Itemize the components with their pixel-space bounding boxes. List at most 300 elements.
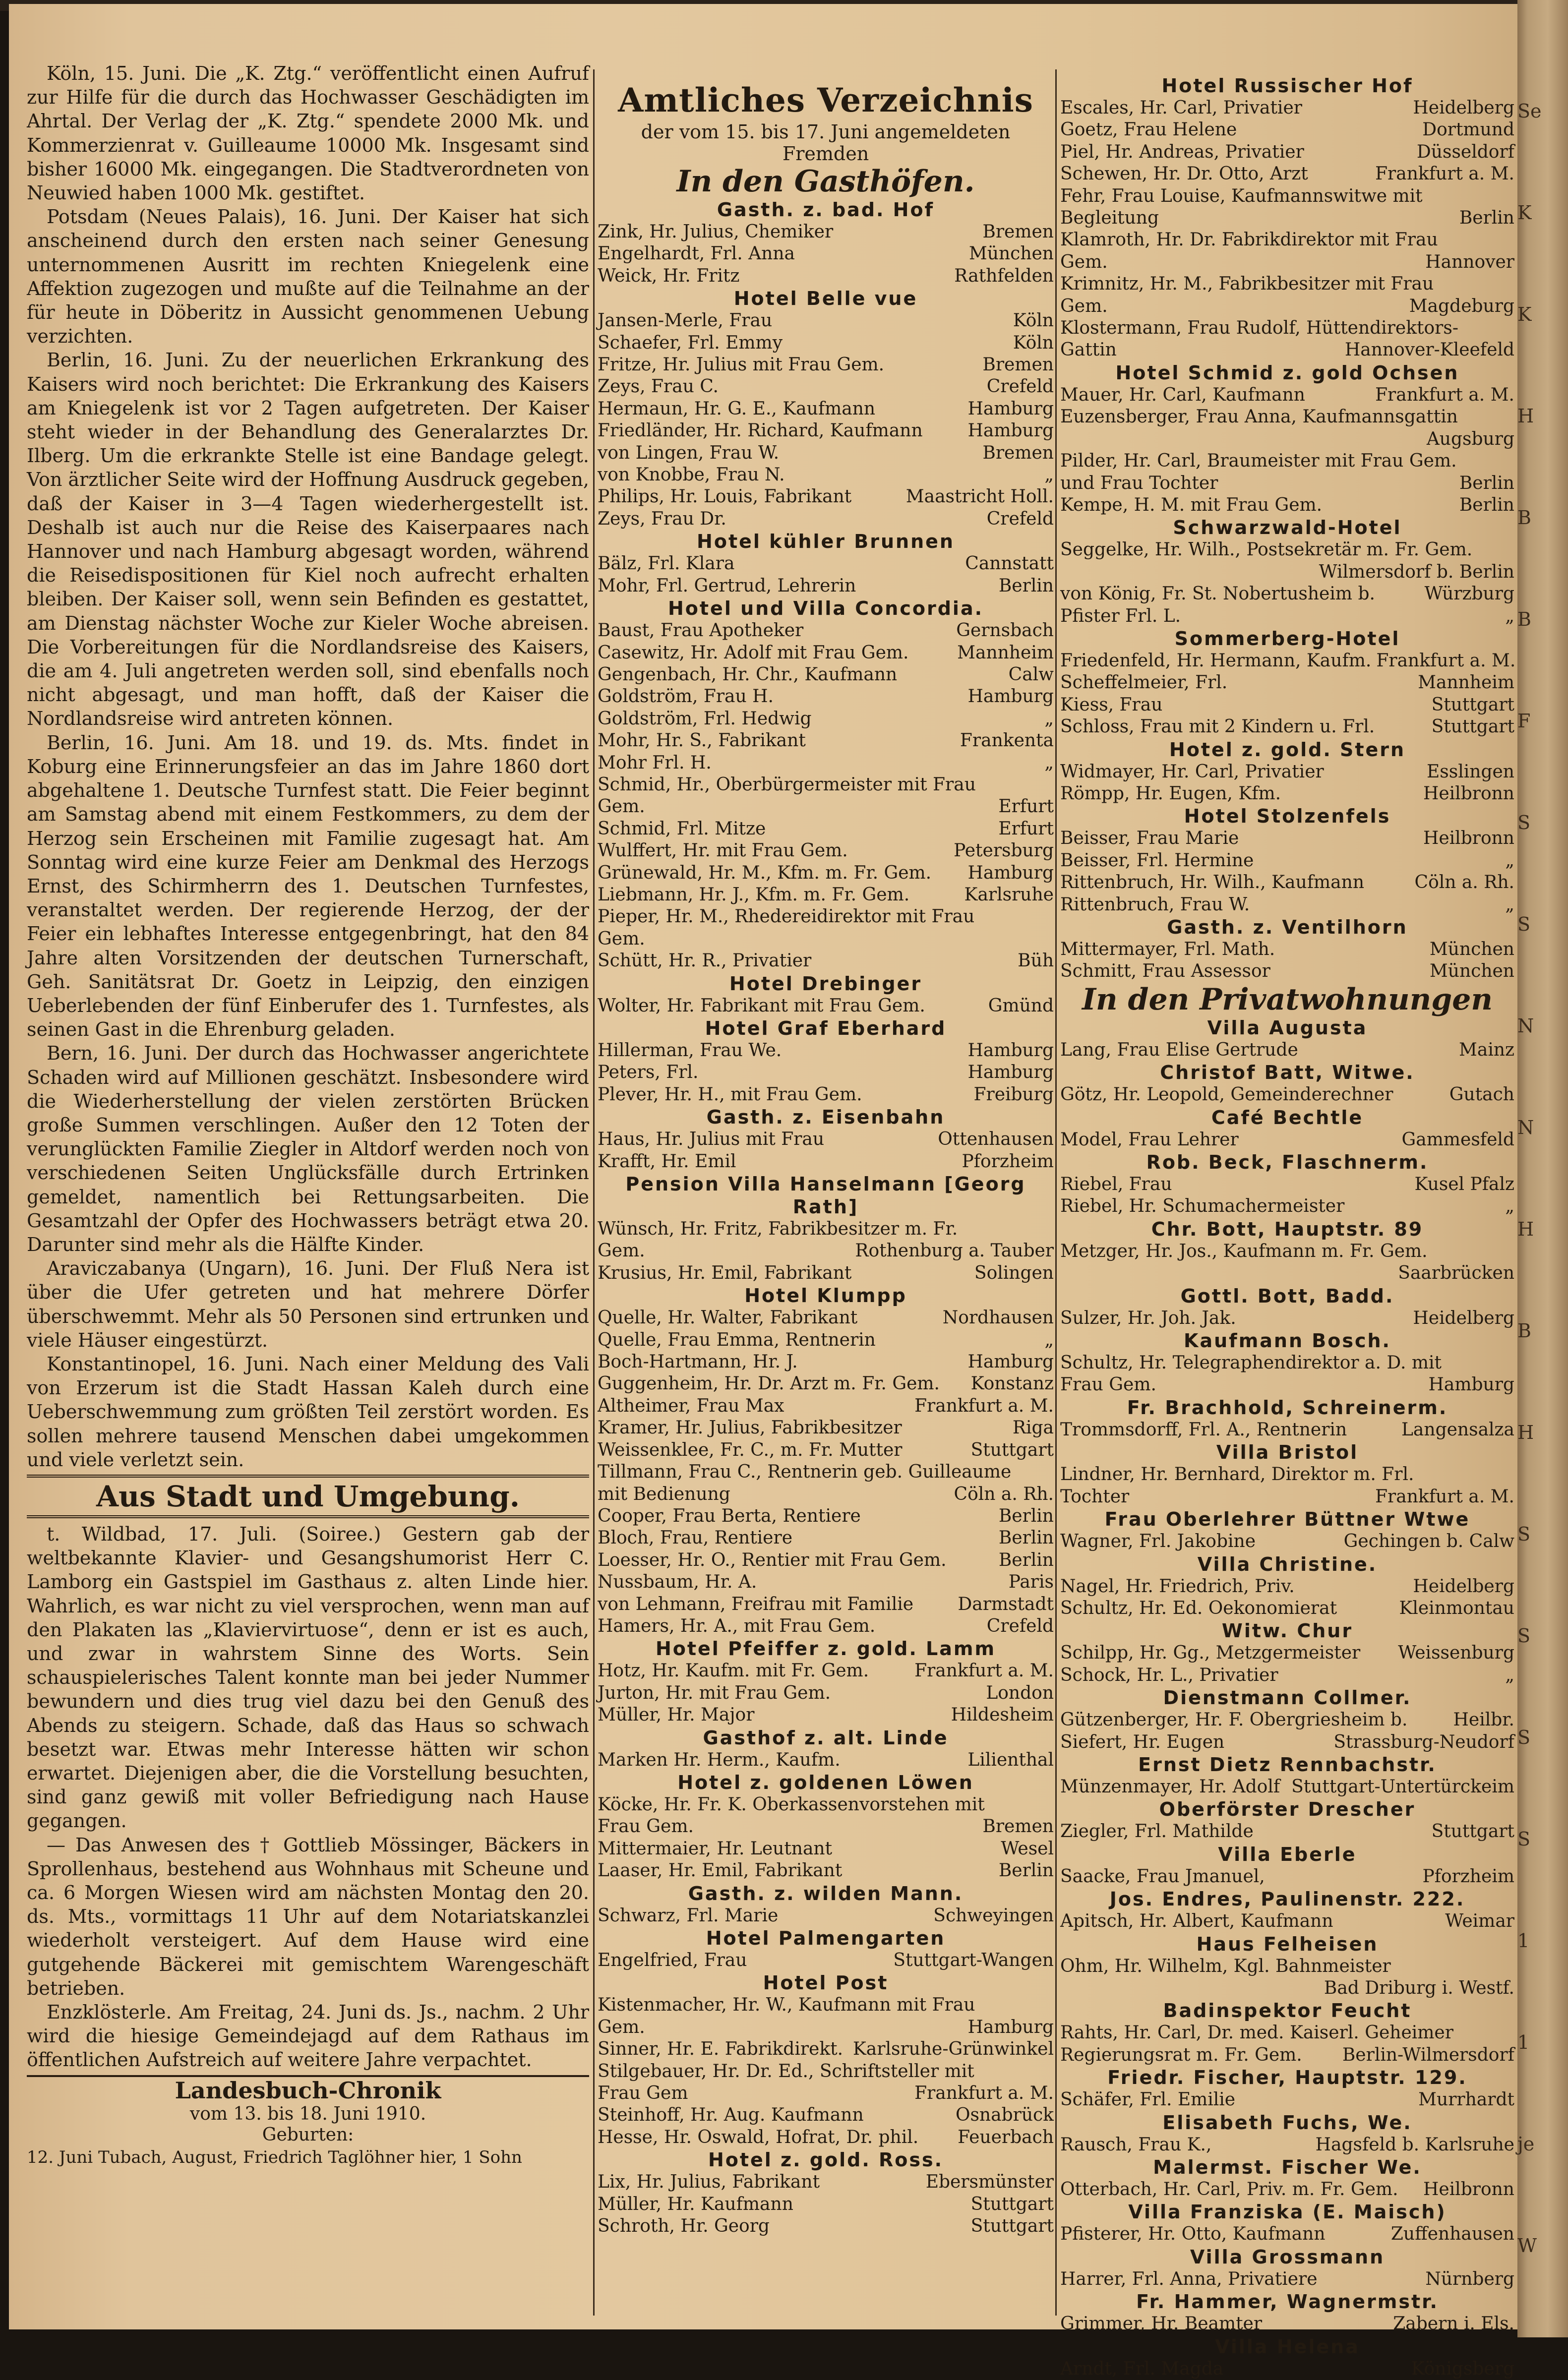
guest-name: Nussbaum, Hr. A. — [598, 1572, 757, 1593]
guest-origin: Stuttgart — [1431, 1821, 1514, 1842]
lodging-heading: Malermst. Fischer We. — [1153, 2156, 1422, 2178]
lodging-heading: Hotel Palmengarten — [706, 1927, 946, 1949]
guest-name: Ohm, Hr. Wilhelm, Kgl. Bahnmeister — [1060, 1956, 1391, 1976]
guest-origin: Frankfurt a. M. — [1375, 1486, 1514, 1507]
guest-entry — [1060, 339, 1514, 361]
section-hotels: In den Gasthöfen. — [676, 164, 975, 199]
guest-entry — [598, 1240, 1054, 1262]
guest-entry — [1060, 761, 1514, 783]
guest-entry — [598, 1704, 1054, 1726]
guest-entry — [598, 1439, 1054, 1461]
guest-origin — [1049, 928, 1054, 950]
lodging-heading: Villa Eberle — [1218, 1843, 1357, 1865]
guest-name: Schultz, Hr. Ed. Oekonomierat — [1060, 1598, 1337, 1618]
lodging-heading: Hotel Schmid z. gold Ochsen — [1115, 361, 1459, 384]
lodging-heading: Hotel Stolzenfels — [1184, 805, 1391, 828]
guest-origin: Hannover — [1425, 251, 1514, 272]
guest-entry — [1060, 1308, 1514, 1329]
guest-name: Krimnitz, Hr. M., Fabrikbesitzer mit Frau — [1060, 274, 1434, 295]
guest-name: von Lingen, Frau W. — [598, 442, 780, 463]
edge-fragment: N — [1517, 1117, 1534, 1138]
guest-name: Guggenheim, Hr. Dr. Arzt m. Fr. Gem. — [598, 1373, 940, 1394]
guest-entry — [1060, 1642, 1514, 1664]
guest-entry — [598, 486, 1054, 508]
guest-origin — [1049, 1794, 1054, 1816]
news-paragraph: t. Wildbad, 17. Juli. (Soiree.) Gestern gab der weltbekannte Klavier- und Gesangshumorist Herr C. Lamborg ein Gastspiel im Gasthaus z. alten Linde hier. Wahrlich, es war nicht zu viel versprochen, wenn man auf den Plakaten las „Klaviervirtuose“, denn er ist es auch, und zwar in wahrstem Sinne des Worts. Sein schauspielerisches Talent konnte man bei jeder Nummer bewundern und dies trug viel dazu bei den Genuß des Abends zu steigern. Schade, daß das Haus so schwach besetzt war. Etwas mehr Interesse hätten wir schon erwartet. Diejenigen aber, die die Vorstellung besuchten, sind ganz gewiß mit voller Befriedigung nach Hause gegangen. — [27, 1523, 589, 1832]
guest-name: Gem. — [598, 928, 645, 949]
lodging-heading: Hotel kühler Brunnen — [697, 531, 955, 553]
edge-fragment: S — [1517, 812, 1531, 833]
lodging-heading: Villa Franziska (E. Maisch) — [1128, 2201, 1447, 2223]
guest-name: Goldström, Frl. Hedwig — [598, 708, 812, 729]
guest-origin: „ — [1505, 894, 1514, 915]
guest-name: Münzenmayer, Hr. Adolf — [1060, 1776, 1280, 1797]
chronicle-entry: 12. Juni Tubach, August, Friedrich Taglöhner hier, 1 Sohn — [27, 2147, 522, 2167]
guest-origin: Dortmund — [1422, 119, 1514, 140]
guest-origin — [1049, 1461, 1054, 1483]
guest-name: Mohr, Hr. S., Fabrikant — [598, 730, 806, 751]
guest-entry — [1060, 450, 1514, 472]
guest-entry — [598, 1307, 1054, 1329]
guest-name: Schewen, Hr. Dr. Otto, Arzt — [1060, 164, 1308, 184]
guest-name: Marken Hr. Herm., Kaufm. — [598, 1749, 841, 1770]
guest-entry — [1060, 1531, 1514, 1552]
guest-name: Liebmann, Hr. J., Kfm. m. Fr. Gem. — [598, 884, 910, 905]
edge-fragment: H — [1517, 405, 1534, 427]
guest-origin: Maastricht Holl. — [905, 486, 1054, 507]
lodging-heading: Elisabeth Fuchs, We. — [1162, 2111, 1412, 2134]
guest-origin: Bad Driburg i. Westf. — [1324, 1977, 1514, 1998]
news-paragraph: Bern, 16. Juni. Der durch das Hochwasser angerichtete Schaden wird auf Millionen geschätzt. Insbesondere wird die Wiederherstellung der vielen zerstörten Brücken große Summen verschlingen. Außer den 12 Toten der verunglückten Familie Ziegler in Altdorf werden noch von verschiedenen Seiten Unglücksfälle durch Ertrinken gemeldet, namentlich bei Rettungsarbeiten. Die Gesamtzahl der Opfer des Hochwassers beträgt etwa 20. Darunter sind mehr als die Hälfte Kinder. — [27, 1042, 589, 1255]
guest-name: Schwarz, Frl. Marie — [598, 1905, 779, 1926]
guest-origin: Gechingen b. Calw — [1343, 1531, 1514, 1552]
guest-name: von Lehmann, Freifrau mit Familie — [598, 1594, 914, 1614]
guest-name: Loesser, Hr. O., Rentier mit Frau Gem. — [598, 1549, 947, 1570]
guest-origin: Köln — [1013, 310, 1054, 331]
guest-entry — [1060, 406, 1514, 428]
guest-origin: „ — [1044, 465, 1054, 485]
news-paragraph: Konstantinopel, 16. Juni. Nach einer Meldung des Vali von Erzerum ist die Stadt Hassan Kaleh durch eine Ueberschwemmung zum größten Teil zerstört worden. Es sollen mehrere tausend Menschen dabei umgekommen und viele verletzt sein. — [27, 1353, 589, 1471]
guest-origin: Stuttgart — [970, 2194, 1054, 2214]
guest-entry — [598, 1062, 1054, 1083]
guest-entry — [1060, 1039, 1514, 1061]
guest-entry — [598, 620, 1054, 642]
guest-origin: Hamburg — [967, 686, 1054, 707]
guest-name: Peters, Frl. — [598, 1062, 699, 1083]
guest-entry — [598, 884, 1054, 906]
guest-origin: Paris — [1008, 1572, 1054, 1593]
lodging-heading: Schwarzwald-Hotel — [1173, 517, 1402, 539]
guest-name: Ziegler, Frl. Mathilde — [1060, 1821, 1254, 1842]
guest-name: Schilpp, Hr. Gg., Metzgermeister — [1060, 1643, 1361, 1664]
guest-entry — [1060, 1731, 1514, 1753]
guest-name: Gattin — [1060, 340, 1117, 360]
guest-entry — [598, 995, 1054, 1017]
guest-origin: Petersburg — [954, 840, 1054, 861]
lodging-heading: Villa Christine. — [1197, 1553, 1378, 1575]
guest-name: Piel, Hr. Andreas, Privatier — [1060, 141, 1304, 162]
guest-origin: Stuttgart-Wangen — [893, 1950, 1054, 1970]
guest-name: Haus, Hr. Julius mit Frau — [598, 1129, 825, 1150]
guest-origin: Heidelberg — [1413, 98, 1514, 118]
lodging-heading: Dienstmann Collmer. — [1163, 1687, 1412, 1709]
guest-origin: Hagsfeld b. Karlsruhe — [1315, 2134, 1514, 2155]
guest-name: von Knobbe, Frau N. — [598, 465, 785, 485]
guest-entry — [1060, 1084, 1514, 1106]
news-paragraphs — [27, 61, 589, 1472]
guest-entry — [598, 442, 1054, 464]
guest-entry — [598, 265, 1054, 287]
guest-name: Altheimer, Frau Max — [598, 1395, 784, 1416]
guest-entry — [598, 1682, 1054, 1704]
guest-name: Schroth, Hr. Georg — [598, 2216, 770, 2237]
guest-name: Schultz, Hr. Telegraphendirektor a. D. mit — [1060, 1353, 1442, 1373]
guest-entry — [1060, 317, 1514, 339]
guest-origin: Frankfurt a. M. — [914, 1395, 1054, 1416]
guest-origin: Feuerbach — [958, 2127, 1054, 2147]
guest-entry — [1060, 2358, 1514, 2380]
guest-name: Casewitz, Hr. Adolf mit Frau Gem. — [598, 642, 909, 663]
column-rule-1 — [593, 69, 595, 2316]
guest-entry — [598, 1994, 1054, 2016]
guest-entry — [598, 464, 1054, 486]
guest-entry — [1060, 185, 1514, 207]
guest-entry — [1060, 207, 1514, 229]
guest-origin: London — [986, 1682, 1054, 1703]
guest-entry — [1060, 2022, 1514, 2044]
guest-entry — [598, 906, 1054, 928]
guest-entry — [598, 1905, 1054, 1927]
guest-origin — [1509, 1956, 1514, 1977]
guest-entry — [598, 221, 1054, 243]
guest-entry — [1060, 1598, 1514, 1619]
guest-entry — [598, 508, 1054, 530]
chronicle-births: Geburten: — [262, 2124, 354, 2145]
guest-name: Gem. — [598, 2017, 645, 2037]
guest-name: Jansen-Merle, Frau — [598, 310, 773, 331]
guest-entry — [1060, 1665, 1514, 1686]
guest-entry — [598, 664, 1054, 686]
guest-entry — [1060, 2179, 1514, 2201]
guest-name: mit Bedienung — [598, 1484, 730, 1504]
guest-name: Pfisterer, Hr. Otto, Kaufmann — [1060, 2224, 1326, 2245]
guest-origin: Stuttgart-Untertürckeim — [1291, 1776, 1514, 1797]
guest-entry — [598, 1151, 1054, 1173]
lodging-heading: Badinspektor Feucht — [1163, 2000, 1412, 2022]
edge-fragment: S — [1517, 1523, 1531, 1545]
guest-entry — [1060, 1776, 1514, 1798]
guest-name: Rahts, Hr. Carl, Dr. med. Kaiserl. Geheimer — [1060, 2023, 1453, 2043]
guest-list-column-2 — [598, 79, 1054, 2237]
guest-entry — [598, 1262, 1054, 1284]
guest-name: Friedenfeld, Hr. Hermann, Kaufm. — [1060, 650, 1372, 671]
guest-entry — [598, 862, 1054, 884]
guest-origin: Frankfurt a. M. — [914, 1661, 1054, 1681]
guest-name: Mauer, Hr. Carl, Kaufmann — [1060, 384, 1305, 405]
guest-origin: Solingen — [974, 1262, 1054, 1283]
guest-origin: Murrhardt — [1418, 2089, 1514, 2110]
guest-entry — [598, 1505, 1054, 1527]
guest-origin: Strassburg-Neudorf — [1333, 1731, 1514, 1752]
guest-entry — [598, 730, 1054, 752]
guest-name: Klamroth, Hr. Dr. Fabrikdirektor mit Frau — [1060, 230, 1438, 250]
guest-entry — [598, 950, 1054, 972]
guest-name: Tillmann, Frau C., Rentnerin geb. Guilleaume — [598, 1462, 1012, 1483]
guest-origin: Hamburg — [967, 1062, 1054, 1083]
edge-fragment: H — [1517, 1422, 1534, 1443]
edge-fragment: N — [1517, 1015, 1534, 1037]
guest-entry — [598, 1218, 1054, 1240]
guest-entry — [1060, 251, 1514, 273]
guest-name: Steinhoff, Hr. Aug. Kaufmann — [598, 2105, 864, 2126]
guest-origin — [1049, 906, 1054, 928]
lodging-heading: Villa Augusta — [1207, 1016, 1368, 1039]
guest-entry — [598, 1571, 1054, 1593]
guest-name: Otterbach, Hr. Carl, Priv. m. Fr. Gem. — [1060, 2179, 1398, 2200]
guest-name: Saacke, Frau Jmanuel, — [1060, 1866, 1265, 1887]
guest-name: Goetz, Frau Helene — [1060, 119, 1237, 140]
guest-entry — [598, 575, 1054, 597]
guest-entry — [598, 332, 1054, 354]
lodging-heading: Hotel Post — [763, 1972, 889, 1994]
guest-name: Stilgebauer, Hr. Dr. Ed., Schriftsteller mit — [598, 2061, 974, 2082]
lodging-heading: Hotel Drebinger — [729, 972, 922, 995]
edge-fragment: S — [1517, 1828, 1531, 1850]
guest-origin: Darmstadt — [958, 1594, 1054, 1614]
guest-entry — [1060, 872, 1514, 893]
guest-origin: Ebersmünster — [925, 2172, 1054, 2193]
guest-entry — [598, 1816, 1054, 1838]
guest-origin: Crefeld — [986, 508, 1054, 529]
guest-origin: Hamburg — [967, 1040, 1054, 1061]
chronicle-title: Landesbuch-Chronik — [27, 2075, 589, 2104]
guest-entry — [598, 1373, 1054, 1395]
guest-name: Bloch, Frau, Rentiere — [598, 1528, 792, 1548]
guest-entry — [598, 1527, 1054, 1549]
guest-entry — [1060, 1419, 1514, 1441]
guest-name: Wulffert, Hr. mit Frau Gem. — [598, 840, 848, 861]
lodging-heading: Hotel Russischer Hof — [1161, 75, 1413, 97]
guest-name: Arndt, Frl. Magda — [1060, 2358, 1224, 2379]
guest-entry — [1060, 539, 1514, 561]
lodging-heading: Rob. Beck, Flaschnerm. — [1146, 1151, 1429, 1174]
guest-name: Baust, Frau Apotheker — [598, 620, 804, 641]
guest-name: Hamers, Hr. A., mit Frau Gem. — [598, 1615, 876, 1636]
lodging-heading: Sommerberg-Hotel — [1174, 627, 1400, 650]
guest-entry — [1060, 141, 1514, 163]
news-paragraph: Araviczabanya (Ungarn), 16. Juni. Der Fluß Nera ist über die Ufer getreten und hat mehrere Dörfer überschwemmt. Mehr als 50 Personen sind ertrunken und viele Häuser eingestürzt. — [27, 1257, 589, 1351]
lodging-heading: Hotel Pfeiffer z. gold. Lamm — [655, 1638, 996, 1660]
page-subtitle: der vom 15. bis 17. Juni angemeldeten Fremden — [641, 121, 1011, 165]
guest-name: Krusius, Hr. Emil, Fabrikant — [598, 1262, 852, 1283]
guest-entry — [1060, 2134, 1514, 2156]
guest-entry — [1060, 428, 1514, 450]
guest-origin: Gernsbach — [956, 620, 1054, 641]
guest-name: Hotz, Hr. Kaufm. mit Fr. Gem. — [598, 1661, 869, 1681]
guest-name: Fehr, Frau Louise, Kaufmannswitwe mit — [1060, 185, 1423, 206]
guest-entry — [1060, 1866, 1514, 1888]
guest-origin — [1049, 1994, 1054, 2016]
guest-origin — [1509, 229, 1514, 251]
guest-name: Wagner, Frl. Jakobine — [1060, 1531, 1256, 1552]
guest-origin: Rathfelden — [954, 265, 1054, 286]
lodging-heading: Kaufmann Bosch. — [1184, 1330, 1391, 1352]
guest-name: Krafft, Hr. Emil — [598, 1151, 736, 1172]
guest-origin: Hildesheim — [951, 1705, 1054, 1726]
guest-name: Schock, Hr. L., Privatier — [1060, 1665, 1278, 1685]
guest-origin: Berlin — [998, 1860, 1054, 1881]
guest-entry — [598, 1749, 1054, 1771]
guest-origin: Kleinmontau — [1399, 1598, 1514, 1618]
guest-origin: Stuttgart — [1431, 716, 1514, 737]
guest-entry — [1060, 1977, 1514, 1999]
guest-entry — [1060, 1129, 1514, 1151]
guest-list-3 — [1060, 74, 1514, 2380]
lodging-heading: Villa Bristol — [1216, 1441, 1359, 1464]
guest-entry — [598, 420, 1054, 442]
guest-origin: Pforzheim — [1422, 1866, 1514, 1887]
guest-entry — [1060, 2313, 1514, 2335]
lodging-heading: Gasth. z. wilden Mann. — [688, 1882, 964, 1904]
section-private: In den Privatwohnungen — [1082, 982, 1493, 1017]
lodging-heading: Gottl. Bott, Badd. — [1180, 1285, 1394, 1307]
guest-entry — [1060, 1374, 1514, 1396]
guest-origin: Zuffenhausen — [1390, 2224, 1514, 2245]
lodging-heading: Gasth. z. bad. Hof — [717, 199, 935, 221]
guest-name: Jurton, Hr. mit Frau Gem. — [598, 1682, 831, 1703]
guest-entry — [598, 928, 1054, 950]
guest-origin: Heilbronn — [1423, 2179, 1514, 2200]
guest-origin: Berlin — [1459, 208, 1514, 229]
guest-origin — [1509, 539, 1514, 561]
guest-entry — [598, 642, 1054, 664]
guest-origin: Heilbr. — [1453, 1710, 1514, 1730]
lodging-heading: Pension Villa Hanselmann [Georg Rath] — [625, 1173, 1026, 1218]
guest-entry — [598, 376, 1054, 398]
guest-name: Sinner, Hr. E. Fabrikdirekt. — [598, 2039, 844, 2060]
guest-origin: Karlsruhe-Grünwinkel — [852, 2039, 1054, 2060]
guest-origin: Berlin — [998, 1549, 1054, 1570]
lodging-heading: Hotel z. goldenen Löwen — [677, 1771, 974, 1793]
guest-origin: Stuttgart — [970, 2216, 1054, 2237]
guest-origin: Bremen — [982, 1816, 1054, 1837]
guest-name: Lindner, Hr. Bernhard, Direktor m. Frl. — [1060, 1464, 1414, 1485]
guest-name: Müller, Hr. Major — [598, 1705, 755, 1726]
guest-name: Schmitt, Frau Assessor — [1060, 961, 1270, 982]
guest-origin — [1049, 2061, 1054, 2082]
guest-entry — [1060, 1486, 1514, 1508]
guest-origin: Frankfurt a. M. — [1376, 650, 1516, 671]
guest-origin: Langensalza — [1401, 1419, 1514, 1440]
guest-name: Schmid, Frl. Mitze — [598, 818, 766, 839]
guest-origin: Hannover-Kleefeld — [1344, 340, 1514, 360]
guest-name: Laaser, Hr. Emil, Fabrikant — [598, 1860, 843, 1881]
news-paragraph: Berlin, 16. Juni. Zu der neuerlichen Erkrankung des Kaisers wird noch berichtet: Die Erkrankung des Kaisers am Kniegelenk ist vor 2 Tagen aufgetreten. Der Kaiser steht wieder in der Behandlung des Generalarztes Dr. Ilberg. Um die erkrankte Stelle ist eine Bandage gelegt. Von ärztlicher Seite wird der Hoffnung Ausdruck gegeben, daß der Kaiser in 3—4 Tagen wiederhergestellt ist. Deshalb ist auch nur die Reise des Kaiserpaares nach Hannover und nach Hamburg abgesagt worden, während die Reisedispositionen für Kiel noch aufrecht erhalten bleiben. Der Kaiser soll, wenn sein Befinden es gestattet, am Dienstag nächster Woche zur Kieler Woche abreisen. Die Vorbereitungen für die Nordlandsreise des Kaisers, die am 4. Juli angetreten werden soll, sind ebenfalls noch nicht abgesagt, und man hofft, daß der Kaiser die Nordlandsreise wird antreten können. — [27, 349, 589, 730]
guest-origin: Wilmersdorf b. Berlin — [1319, 561, 1514, 582]
guest-name: Hillerman, Frau We. — [598, 1040, 782, 1061]
lodging-heading: Jos. Endres, Paulinenstr. 222. — [1109, 1888, 1465, 1910]
guest-origin: Berlin — [1459, 473, 1514, 493]
lodging-heading: Gasth. z. Ventilhorn — [1167, 916, 1408, 938]
guest-name: Grimmer, Hr. Beamter — [1060, 2314, 1263, 2334]
guest-name: Riebel, Frau — [1060, 1174, 1172, 1195]
guest-name: Gützenberger, Hr. F. Obergriesheim b. — [1060, 1710, 1408, 1730]
guest-name: Römpp, Hr. Eugen, Kfm. — [1060, 783, 1281, 804]
guest-entry — [598, 1615, 1054, 1637]
edge-fragment: F — [1517, 710, 1531, 732]
guest-entry — [1060, 1956, 1514, 1977]
guest-origin: Rothenburg a. Tauber — [855, 1241, 1054, 1261]
guest-name: Philips, Hr. Louis, Fabrikant — [598, 486, 852, 507]
edge-fragment: Se — [1517, 100, 1542, 122]
guest-origin: Saarbrücken — [1398, 1263, 1514, 1284]
guest-origin: Zabern i. Els. — [1393, 2314, 1514, 2334]
guest-name: Friedländer, Hr. Richard, Kaufmann — [598, 420, 923, 441]
edge-fragment: je — [1517, 2133, 1535, 2155]
guest-entry — [598, 686, 1054, 708]
guest-origin: Berlin — [1459, 494, 1514, 515]
guest-origin: Kusel Pfalz — [1414, 1174, 1514, 1195]
guest-entry — [1060, 1262, 1514, 1284]
lodging-heading: Gasthof z. alt. Linde — [703, 1726, 949, 1749]
guest-entry — [1060, 783, 1514, 805]
guest-name: Apitsch, Hr. Albert, Kaufmann — [1060, 1911, 1333, 1932]
guest-name: Frau Gem — [598, 2083, 688, 2104]
guest-origin: Weissenburg — [1398, 1643, 1514, 1664]
guest-entry — [1060, 229, 1514, 251]
guest-name: Wünsch, Hr. Fritz, Fabrikbesitzer m. Fr. — [598, 1219, 958, 1240]
guest-origin: „ — [1505, 1196, 1514, 1217]
guest-name: Wolter, Hr. Fabrikant mit Frau Gem. — [598, 995, 925, 1016]
guest-entry — [1060, 273, 1514, 295]
guest-entry — [1060, 1709, 1514, 1731]
guest-origin: Hamburg — [967, 862, 1054, 883]
guest-entry — [598, 1950, 1054, 1971]
edge-fragment: 1 — [1517, 1930, 1530, 1952]
edge-fragment: K — [1517, 202, 1532, 224]
guest-name: Boch-Hartmann, Hr. J. — [598, 1352, 798, 1372]
guest-name: Hesse, Hr. Oswald, Hofrat, Dr. phil. — [598, 2127, 919, 2147]
guest-origin — [1509, 1241, 1514, 1262]
edge-fragment: H — [1517, 1218, 1534, 1240]
guest-name: Mittermaier, Hr. Leutnant — [598, 1838, 833, 1859]
guest-entry — [598, 1129, 1054, 1150]
guest-name: Klostermann, Frau Rudolf, Hüttendirektors- — [1060, 318, 1459, 339]
guest-entry — [598, 1838, 1054, 1860]
lodging-heading: Hotel z. gold. Stern — [1169, 738, 1406, 761]
guest-name: Plever, Hr. H., mit Frau Gem. — [598, 1084, 862, 1105]
news-paragraph: Potsdam (Neues Palais), 16. Juni. Der Kaiser hat sich anscheinend durch den ersten nach seiner Genesung unternommenen Ausritt im rechten Kniegelenk eine Affektion zugezogen und mußte auf die Teilnahme an der für heute in Döberitz in Aussicht genommenen Uebung verzichten. — [27, 206, 589, 348]
guest-entry — [598, 2215, 1054, 2237]
next-page-edge — [1517, 0, 1568, 2337]
guest-entry — [1060, 716, 1514, 738]
guest-entry — [598, 2038, 1054, 2060]
guest-name: Seggelke, Hr. Wilh., Postsekretär m. Fr. Gem. — [1060, 539, 1473, 560]
guest-origin: Hamburg — [967, 420, 1054, 441]
guest-origin: Gammesfeld — [1401, 1129, 1514, 1150]
guest-entry — [1060, 694, 1514, 716]
guest-origin: Berlin — [998, 1528, 1054, 1548]
edge-fragment: 1 — [1517, 2031, 1530, 2053]
guest-origin: München — [1429, 939, 1514, 959]
guest-origin: Karlsruhe — [964, 884, 1054, 905]
local-paragraphs — [27, 1522, 589, 2072]
guest-origin: Bremen — [982, 355, 1054, 375]
guest-entry — [598, 1794, 1054, 1816]
guest-origin: Weimar — [1445, 1911, 1514, 1932]
guest-origin: Heilbronn — [1423, 783, 1514, 804]
guest-entry — [598, 1660, 1054, 1682]
